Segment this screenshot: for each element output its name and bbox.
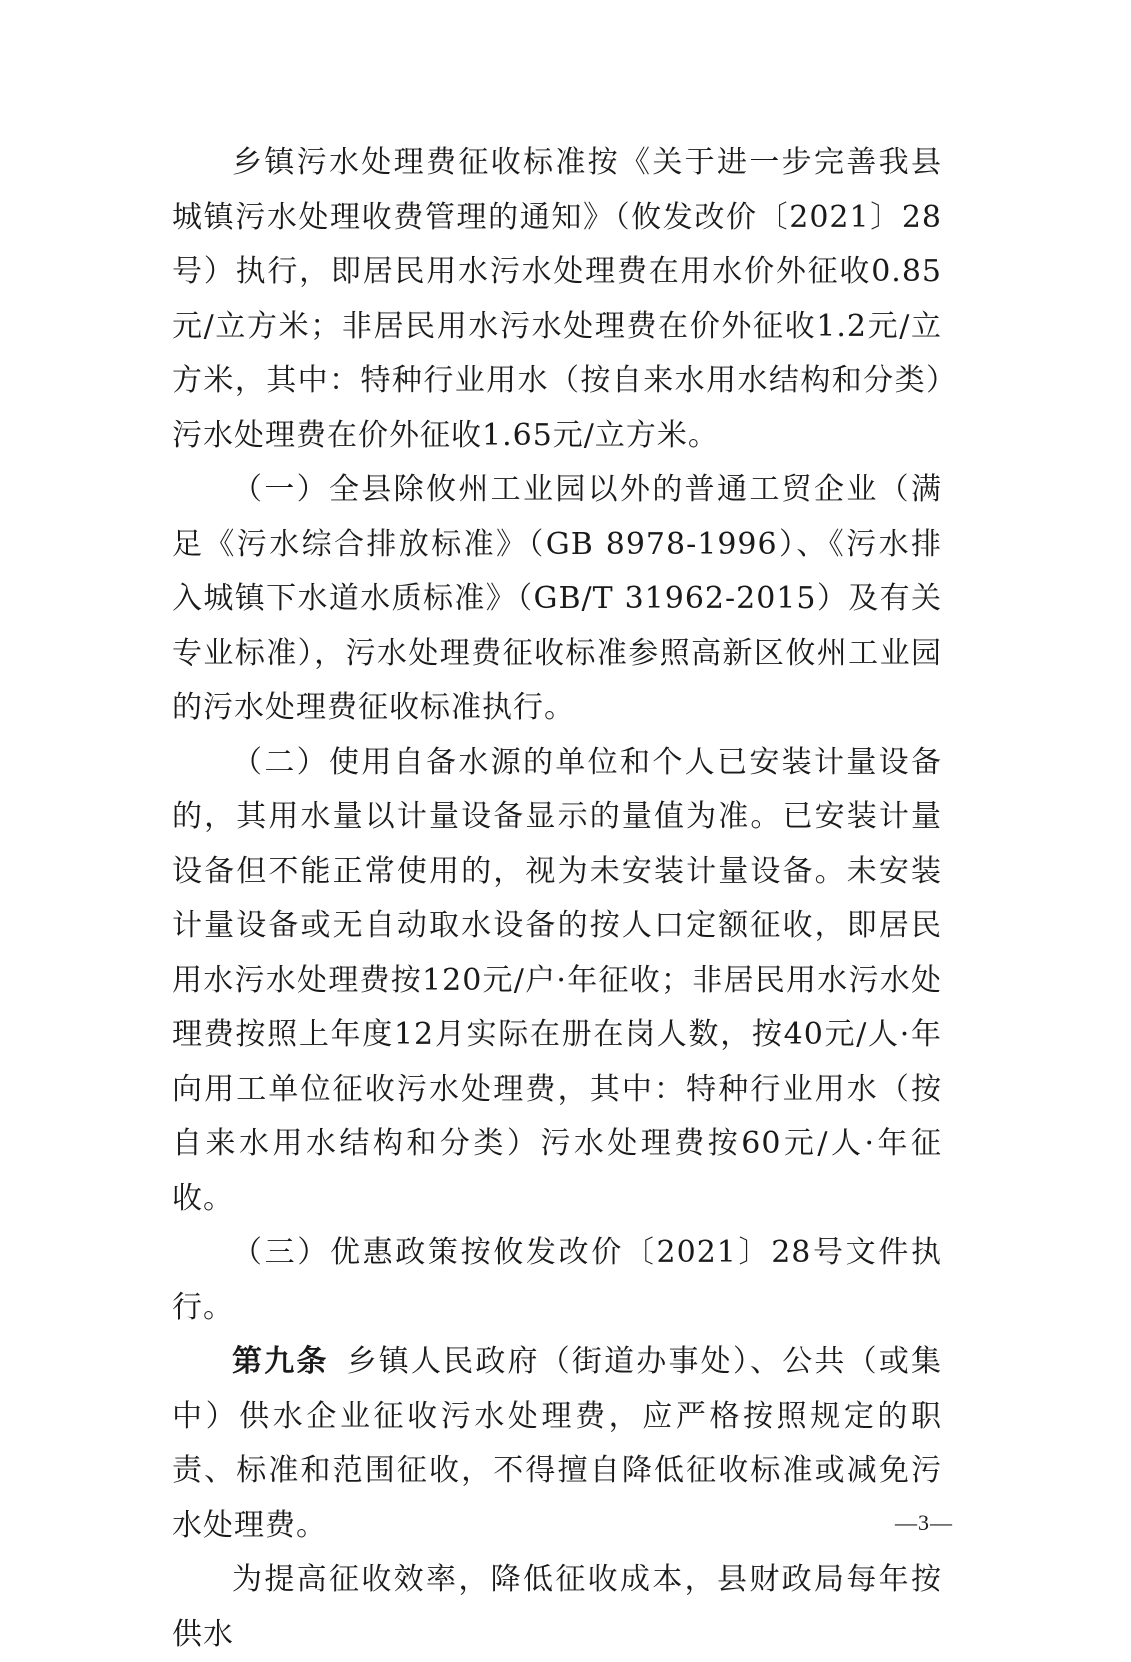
article-nine-text: 乡镇人民政府（街道办事处）、公共（或集中）供水企业征收污水处理费，应严格按照规定的职责、标准和范围征收，不得擅自降低征收标准或减免污水处理费。 bbox=[172, 1344, 943, 1543]
page-number: —3— bbox=[895, 1510, 953, 1535]
article-nine bbox=[172, 1335, 942, 1553]
paragraph-item-three: （三）优惠政策按攸发改价〔2021〕28号文件执行。 bbox=[172, 1235, 942, 1325]
paragraph-item-one: （一）全县除攸州工业园以外的普通工贸企业（满足《污水综合排放标准》（GB 8978-1996）、《污水排入城镇下水道水质标准》（GB/T 31962-2015）及有关专业标准），污水处理费征收标准参照高新区攸州工业园的污水处理费征收标准执行。 bbox=[172, 472, 942, 725]
document-body bbox=[172, 136, 942, 1662]
article-nine-heading: 第九条 bbox=[232, 1344, 329, 1379]
paragraph-item-two: （二）使用自备水源的单位和个人已安装计量设备的，其用水量以计量设备显示的量值为准。已安装计量设备但不能正常使用的，视为未安装计量设备。未安装计量设备或无自动取水设备的按人口定额征收，即居民用水污水处理费按120元/户·年征收；非居民用水污水处理费按照上年度12月实际在册在岗人数，按40元/人·年向用工单位征收污水处理费，其中：特种行业用水（按自来水用水结构和分类）污水处理费按60元/人·年征收。 bbox=[172, 744, 942, 1216]
paragraph-collection-efficiency: 为提高征收效率，降低征收成本，县财政局每年按供水 bbox=[172, 1562, 942, 1652]
paragraph-township-standard: 乡镇污水处理费征收标准按《关于进一步完善我县城镇污水处理收费管理的通知》（攸发改价〔2021〕28号）执行，即居民用水污水处理费在用水价外征收0.85元/立方米；非居民用水污水处理费在价外征收1.2元/立方米，其中：特种行业用水（按自来水用水结构和分类）污水处理费在价外征收1.65元/立方米。 bbox=[172, 145, 942, 453]
